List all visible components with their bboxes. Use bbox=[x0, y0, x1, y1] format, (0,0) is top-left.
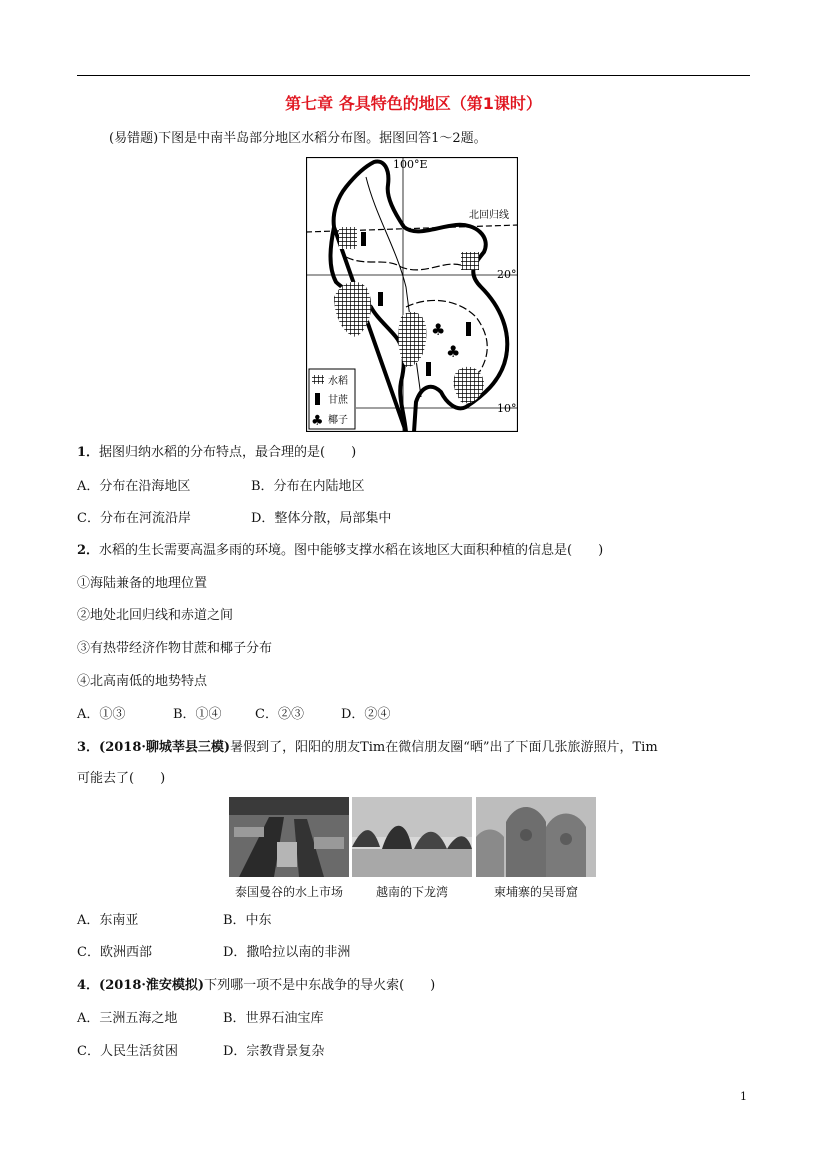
q1-options-row-2 bbox=[77, 510, 391, 528]
q2-option-c[interactable]: C．②③ bbox=[255, 707, 304, 722]
sugarcane-marker bbox=[426, 362, 431, 376]
q1-options-row-1 bbox=[77, 478, 365, 496]
q2-option-b[interactable]: B．①④ bbox=[173, 707, 222, 722]
q2-item-2: ②地处北回归线和赤道之间 bbox=[77, 608, 234, 623]
q2-item-1: ①海陆兼备的地理位置 bbox=[77, 576, 208, 591]
label-100e: 100°E bbox=[393, 158, 428, 171]
photo-floating-market bbox=[229, 797, 349, 877]
q2-item-4: ④北高南低的地势特点 bbox=[77, 674, 208, 689]
legend-sugarcane: 甘蔗 bbox=[328, 395, 348, 406]
q3-option-a[interactable]: A．东南亚 bbox=[77, 913, 139, 928]
page-title: 第七章 各具特色的地区（第1课时） bbox=[285, 94, 542, 113]
q1-stem: 据图归纳水稻的分布特点，最合理的是( ) bbox=[99, 445, 357, 460]
rice-distribution-map bbox=[306, 157, 518, 432]
label-10: 10° bbox=[497, 402, 517, 415]
coconut-marker: ♣ bbox=[446, 342, 461, 361]
q4-option-b[interactable]: B．世界石油宝库 bbox=[223, 1011, 324, 1026]
caption-ha-long-bay: 越南的下龙湾 bbox=[375, 885, 448, 899]
q2-options bbox=[77, 706, 390, 724]
sugarcane-marker bbox=[466, 322, 471, 336]
q2-option-d[interactable]: D．②④ bbox=[341, 707, 391, 722]
q2-option-a[interactable]: A．①③ bbox=[77, 707, 126, 722]
page-number: 1 bbox=[740, 1090, 747, 1103]
q4-option-c[interactable]: C．人民生活贫困 bbox=[77, 1044, 178, 1059]
sugarcane-marker bbox=[361, 232, 366, 246]
q3-source: (2018·聊城莘县三模) bbox=[99, 740, 231, 755]
header-rule bbox=[77, 75, 750, 76]
q1-option-d[interactable]: D．整体分散，局部集中 bbox=[251, 511, 392, 526]
legend-sugarcane-swatch bbox=[315, 393, 320, 405]
caption-floating-market: 泰国曼谷的水上市场 bbox=[234, 885, 343, 899]
sugarcane-marker bbox=[378, 292, 383, 306]
legend-rice: 水稻 bbox=[328, 376, 348, 387]
q3-stem-continued: 可能去了( ) bbox=[77, 771, 166, 786]
rice-area bbox=[339, 227, 357, 249]
label-tropic: 北回归线 bbox=[469, 210, 509, 221]
legend-rice-swatch bbox=[312, 375, 324, 384]
question-3: 3．(2018·聊城莘县三模)暑假到了，阳阳的朋友Tim在微信朋友圈“晒”出了下面几张旅游照片，Tim bbox=[77, 740, 658, 755]
q4-options-row-2 bbox=[77, 1043, 324, 1061]
rice-area bbox=[461, 252, 479, 270]
q3-option-d[interactable]: D．撒哈拉以南的非洲 bbox=[223, 945, 351, 960]
coconut-marker: ♣ bbox=[431, 320, 446, 339]
legend-coconut: 椰子 bbox=[328, 415, 348, 426]
photo-ha-long-bay bbox=[352, 797, 472, 877]
q3-stem: 暑假到了，阳阳的朋友Tim在微信朋友圈“晒”出了下面几张旅游照片，Tim bbox=[230, 740, 658, 755]
question-1: 1．据图归纳水稻的分布特点，最合理的是( ) bbox=[77, 445, 357, 460]
caption-angkor-wat: 柬埔寨的吴哥窟 bbox=[493, 885, 578, 899]
q3-option-b[interactable]: B．中东 bbox=[223, 913, 272, 928]
q4-options-row-1 bbox=[77, 1010, 324, 1028]
q1-option-a[interactable]: A．分布在沿海地区 bbox=[77, 479, 191, 494]
photo-angkor-wat bbox=[476, 797, 596, 877]
q3-options-row-1 bbox=[77, 912, 272, 930]
q3-option-c[interactable]: C．欧洲西部 bbox=[77, 945, 152, 960]
label-20: 20° bbox=[497, 268, 517, 281]
q4-option-d[interactable]: D．宗教背景复杂 bbox=[223, 1044, 325, 1059]
q3-options-row-2 bbox=[77, 944, 350, 962]
q2-stem: 水稻的生长需要高温多雨的环境。图中能够支撑水稻在该地区大面积种植的信息是( ) bbox=[99, 543, 604, 558]
intro-text: (易错题)下图是中南半岛部分地区水稻分布图。据图回答1～2题。 bbox=[109, 131, 487, 146]
q4-source: (2018·淮安模拟) bbox=[99, 978, 205, 993]
q2-item-3: ③有热带经济作物甘蔗和椰子分布 bbox=[77, 641, 273, 656]
question-4: 4．(2018·淮安模拟)下列哪一项不是中东战争的导火索( ) bbox=[77, 978, 436, 993]
question-2: 2．水稻的生长需要高温多雨的环境。图中能够支撑水稻在该地区大面积种植的信息是( ) bbox=[77, 543, 604, 558]
legend-coconut-icon: ♣ bbox=[311, 413, 324, 429]
q4-stem: 下列哪一项不是中东战争的导火索( ) bbox=[204, 978, 436, 993]
q4-option-a[interactable]: A．三洲五海之地 bbox=[77, 1011, 178, 1026]
q1-option-b[interactable]: B．分布在内陆地区 bbox=[251, 479, 365, 494]
q1-option-c[interactable]: C．分布在河流沿岸 bbox=[77, 511, 191, 526]
